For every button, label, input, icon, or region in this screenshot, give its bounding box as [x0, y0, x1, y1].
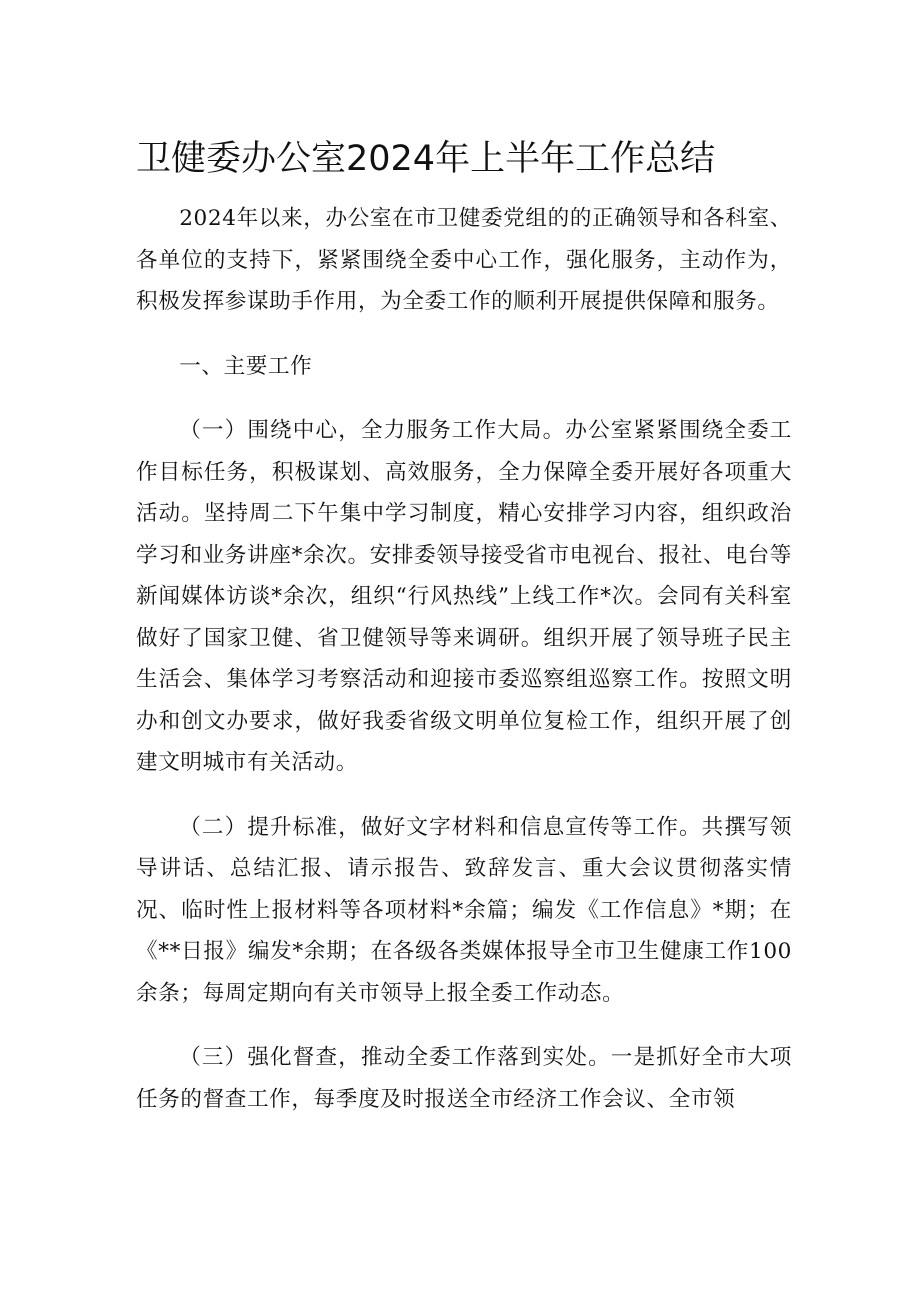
paragraph-1: （一）围绕中心，全力服务工作大局。办公室紧紧围绕全委工作目标任务，积极谋划、高效服务，全力保障全委开展好各项重大活动。坚持周二下午集中学习制度，精心安排学习内容，组织政治学习和业务讲座*余次。安排委领导接受省市电视台、报社、电台等新闻媒体访谈*余次，组织“行风热线”上线工作*次。会同有关科室做好了国家卫健、省卫健领导等来调研。组织开展了领导班子民主生活会、集体学习考察活动和迎接市委巡察组巡察工作。按照文明办和创文办要求，做好我委省级文明单位复检工作，组织开展了创建文明城市有关活动。	[136, 418, 792, 775]
document-body	[136, 198, 792, 1120]
paragraph-3: （三）强化督查，推动全委工作落到实处。一是抓好全市大项任务的督查工作，每季度及时报送全市经济工作会议、全市领	[136, 1045, 792, 1112]
paragraph-2: （二）提升标准，做好文字材料和信息宣传等工作。共撰写领导讲话、总结汇报、请示报告、致辞发言、重大会议贯彻落实情况、临时性上报材料等各项材料*余篇；编发《工作信息》*期；在《**日报》编发*余期；在各级各类媒体报导全市卫生健康工作100余条；每周定期向有关市领导上报全委工作动态。	[136, 814, 792, 1006]
section-heading: 一、主要工作	[179, 353, 313, 379]
document-title: 卫健委办公室2024年上半年工作总结	[136, 139, 716, 179]
intro-paragraph: 2024年以来，办公室在市卫健委党组的的正确领导和各科室、各单位的支持下，紧紧围绕全委中心工作，强化服务，主动作为，积极发挥参谋助手作用，为全委工作的顺利开展提供保障和服务。	[136, 206, 792, 314]
